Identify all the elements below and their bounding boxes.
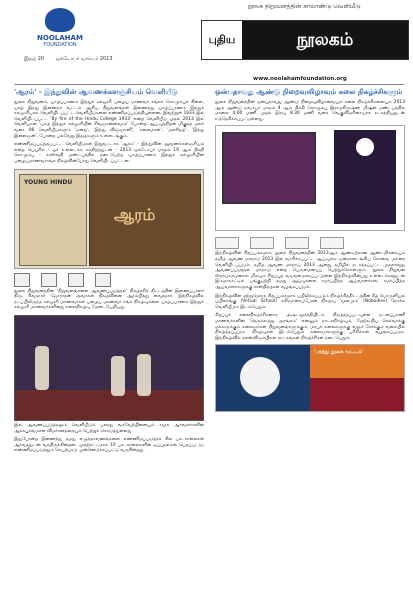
speaker-figure	[137, 354, 151, 396]
poster-label: 'பரந்து நூலக வட்டம்'	[313, 349, 364, 356]
right-paragraph-2: இந்நிகழ்வின் சிறப்பம்சமாக, நூலக நிறுவனத்தின் 2013ஆம் ஆண்டிற்கான ஆண்டறிக்கையும் தமிழ் ஆவண மாநாடு 2013 இல் வாசிக்கப்பட்ட ஆய்வுக்கட்டுரைகளடங்கிய கோவை மல்ரை வெளியிடப்படும். தமிழ் ஆவண மாநாடு 2013 ஆனது தமிழில் நடாத்தப்பட்ட முதலாவது ஆவணப்படுத்தல் மாநாடு என்ற பெருமையைப் பெற்றுக்கொள்ளும். நூலக நிறுவன ஸ்தாபகருமனால் மிகவும் சிறப்புற வடிவமைக்கப்பட்டுள்ள இந்நிகழ்வின்பது உள்ளடக்கத்துடன் இம்மாநாட்டில் பங்குபற்றி தமது ஆய்வுகளை சமர்ப்பித்த ஆய்வாளர்கள், சமர்ப்பித்த ஆய்வாளர்களுக்கு சான்றிதழ்கள் வழங்கப்படும்.	[215, 251, 405, 290]
left-paragraph-1: நூலக நிறுவனம், யாழ்ப்பாணம் இந்துக் கல்லூரி பழைய மாணவர் சங்கக் கொழும்புக் கிளை, யாழ் இந்து இணைநர் வட்டம் ஆகிய நிறுவனங்கள் இணைந்து யாழ்ப்பாணம் இந்துக் கல்லூரியால் வெளியிடப்பட்ட வெளியீடுகளை எண்ணிமப்படுத்தியுள்ளன. இவற்றுள் 1933 இல் வெளியிடப்பட்ட 'By fire of the Hindu College 1933' என்ற வெளியீடு முதல் 2013 இல் வெளியான 'யாழ் இந்துக் கல்லூரியின் சிவஞானவைரம்' போன்ற ஆய்வுத்திறன் மிகுந்த மலர் வரை 06 வெளியீடுகளும் 'மறை', 'இந்து விஞ்ஞானி', 'கலைமகள்', 'மலரிதழ்', 'இந்து இளைஞன்', போன்ற பல்வேறு இதழ்களும் உள்ளடங்கும்.	[14, 100, 204, 139]
partner-logo-icon	[41, 273, 57, 287]
right-column	[215, 88, 405, 412]
book-emblem-icon	[356, 138, 374, 156]
report-book	[334, 130, 396, 224]
logo-name: NOOLAHAM	[37, 34, 83, 42]
right-paragraph-3: இந்நிகழ்வின் மற்றுமொரு சிறப்பம்சமாக பயிலிக்கப்படும் நிகழ்ச்சித்திட்டத்தின் கீழ் பொருளியல் பயிலரங்கு (Virtual School) சுகிஞானாப்பேரன் நிகழ்வு 'மூலமும்' (Nobodies) நோக்க வெளியீடும் இடம்பெறும்.	[215, 293, 405, 310]
sponsor-logo-icon	[215, 237, 239, 249]
left-column	[14, 88, 204, 457]
issue-info	[24, 56, 123, 62]
left-paragraph-3: நூலக நிறுவனத்தின் 'நிறுவனங்களை ஆவணப்படுத்தல்' நிகழ்ச்சித் திட்டத்தின் இணைப்பாளர் திரு. சிவதாசா் ஜோராதன் அவர்கள் நிகழ்வினை ஆரம்பித்து வைத்தார். இந்நிகழ்வில் நடப்பிலிருந்த கல்லூரி மாணவர்கள் பழைய மாணவர் சங்க நிகழ்வுகளை யாழ்ப்பாணம் இந்துக் கல்லூரி மாணவர்களினது கலைநிகழ்வு மேடையேறியது.	[14, 288, 204, 311]
left-paragraph-2: எண்ணிமப்படுத்தப்பட்ட வெளியீடுகள் இறுவட்டாக 'ஆரம்' - இந்துவின் ஆவணக்களஞ்சியம் என்ற பெயரில் - ஓர் உள்ளடக்க சுகதிறந்துடன் - 2013 ஒக்டோபர் மாதம் 19 ஆம் திகதி கொழும்பு - சரஸ்வதி மண்டபத்தில் நடைபெற்ற யாழ்ப்பாணம் இந்துக் கல்லூரியின் பழையமாணவர்சங்க நிகழ்வின்போது வெளியிடப்பட்டன.	[14, 142, 204, 164]
partner-logo-icon	[95, 273, 111, 287]
magazine-covers-image	[14, 169, 204, 269]
poster-right-bottom	[310, 378, 404, 411]
annual-report-image	[215, 125, 405, 231]
event-poster-image	[215, 344, 405, 412]
partner-logos-left	[14, 272, 204, 286]
partner-logo-icon	[14, 273, 30, 287]
aaram-cover: ஆரம்	[89, 174, 201, 266]
left-paragraph-5: இதுபோன்ற இணைந்து தமது எழுத்தாவணங்களை எண்ணிமப்படுத்தக் கில பாடசாலைகள் ஆர்வத்துடன் வந்திருக்கின்றன. முதற்கட்டமாக 10 பாடசாலைகளின் ஒப்புதல்கள் பெறப்பட்டு, எண்ணிமப்படுத்தும் செயற்பாடு முன்னெடுக்கப்பட்டு வருகின்றது.	[14, 437, 204, 454]
banner-title: நூலகம்	[242, 21, 408, 59]
masthead-banner	[201, 20, 409, 60]
young-hindu-cover: YOUNG HINDU	[19, 174, 87, 266]
banner-left: புதிய	[202, 21, 242, 59]
header-divider	[14, 84, 404, 85]
speaker-figure	[111, 356, 125, 396]
issue-number: இதழ் 20	[24, 56, 45, 62]
report-screen	[222, 132, 316, 204]
noolaham-logo	[30, 8, 90, 54]
partner-logo-icon	[68, 273, 84, 287]
left-headline: 'ஆரம்' - இந்துவின் ஆவணக்களஞ்சியம் வெளியீடு	[14, 88, 178, 96]
sponsor-logo-icon	[285, 237, 309, 249]
foundation-emblem-icon	[45, 8, 75, 32]
speaker-figure	[35, 346, 49, 390]
right-headline: ஒன்பதாவது ஆண்டு நிறைவுவிழாவும் கலை நிகழ்ச்சிகளும்	[215, 88, 403, 96]
issue-months: ஒக்டோபர் டிசம்பர் 2013	[55, 56, 113, 62]
poster-emblem-icon	[240, 357, 280, 397]
right-paragraph-4: சிறப்புக் கலைநிகழ்ச்சிகளாக அஷ்டமூர்த்தியிடம் நிகழ்த்தப்படவுள்ள நடனப்பாணி மாணவர்களின் 'தெருக்கூத்து அரங்கம்' என்னும் நாடகநிகழ்வும், மேற்கூறிய செல்வாக்கு மக்களுக்கும் கலைஞர்கள் நிறுவனங்களுக்கும், மரபுக் கலைகளுக்கு வலுச் சேர்க்கும் வகையில் நிகழ்த்தப்படும். நிகழ்வுகள் இடம்பெறும் கலைஞர்களுக்கு பரிசில்கள் வழங்கப்படும். இந்நிகழ்வில் நலன்விரும்பிகள் நாடகங்கள் நிகழ்ச்சிகள் நடைபெறும்.	[215, 313, 405, 341]
sponsor-logos	[215, 234, 405, 248]
left-paragraph-4: இவ் ஆவணப்படுத்தலும் வெளியீடும் பலரது வரவேற்பினையும் சமூக ஆர்வலர்களின் ஆக்கபூர்வமான விமர்சனத்தையும் பெற்றுக் கொடுத்துள்ளது.	[14, 422, 204, 434]
event-stage-photo	[14, 315, 204, 421]
tagline: நூலக நிறுவனத்தின் காலாண்டு வெளியீடு	[248, 3, 361, 10]
sponsor-logo-icon	[250, 237, 274, 249]
sponsor-logo-icon	[320, 237, 344, 249]
website-link[interactable]: www.noolahamfoundation.org	[253, 76, 347, 82]
logo-subtitle: FOUNDATION	[43, 42, 77, 48]
poster-left-panel	[216, 345, 310, 411]
right-paragraph-1: நூலக நிறுவனத்தின் ஒன்பதாவது ஆண்டு நிறைவுவிழாவையும் கலை நிகழ்ச்சிகளையும் 2013 ஆம் ஆண்டு நவம்பர் மாதம் 4 ஆம் திகதி கொழும்பு இராமகிருஷ்ண மிஷன் மண்டபத்தில் மாலை 4.00 மணி முதல் இரவு 8.30 மணி வரை வெகுவிமரிசையாக நடாத்தியதுடன் உத்தேசிக்கப்பட்டுள்ளது.	[215, 100, 405, 122]
stage-floor	[15, 390, 203, 420]
